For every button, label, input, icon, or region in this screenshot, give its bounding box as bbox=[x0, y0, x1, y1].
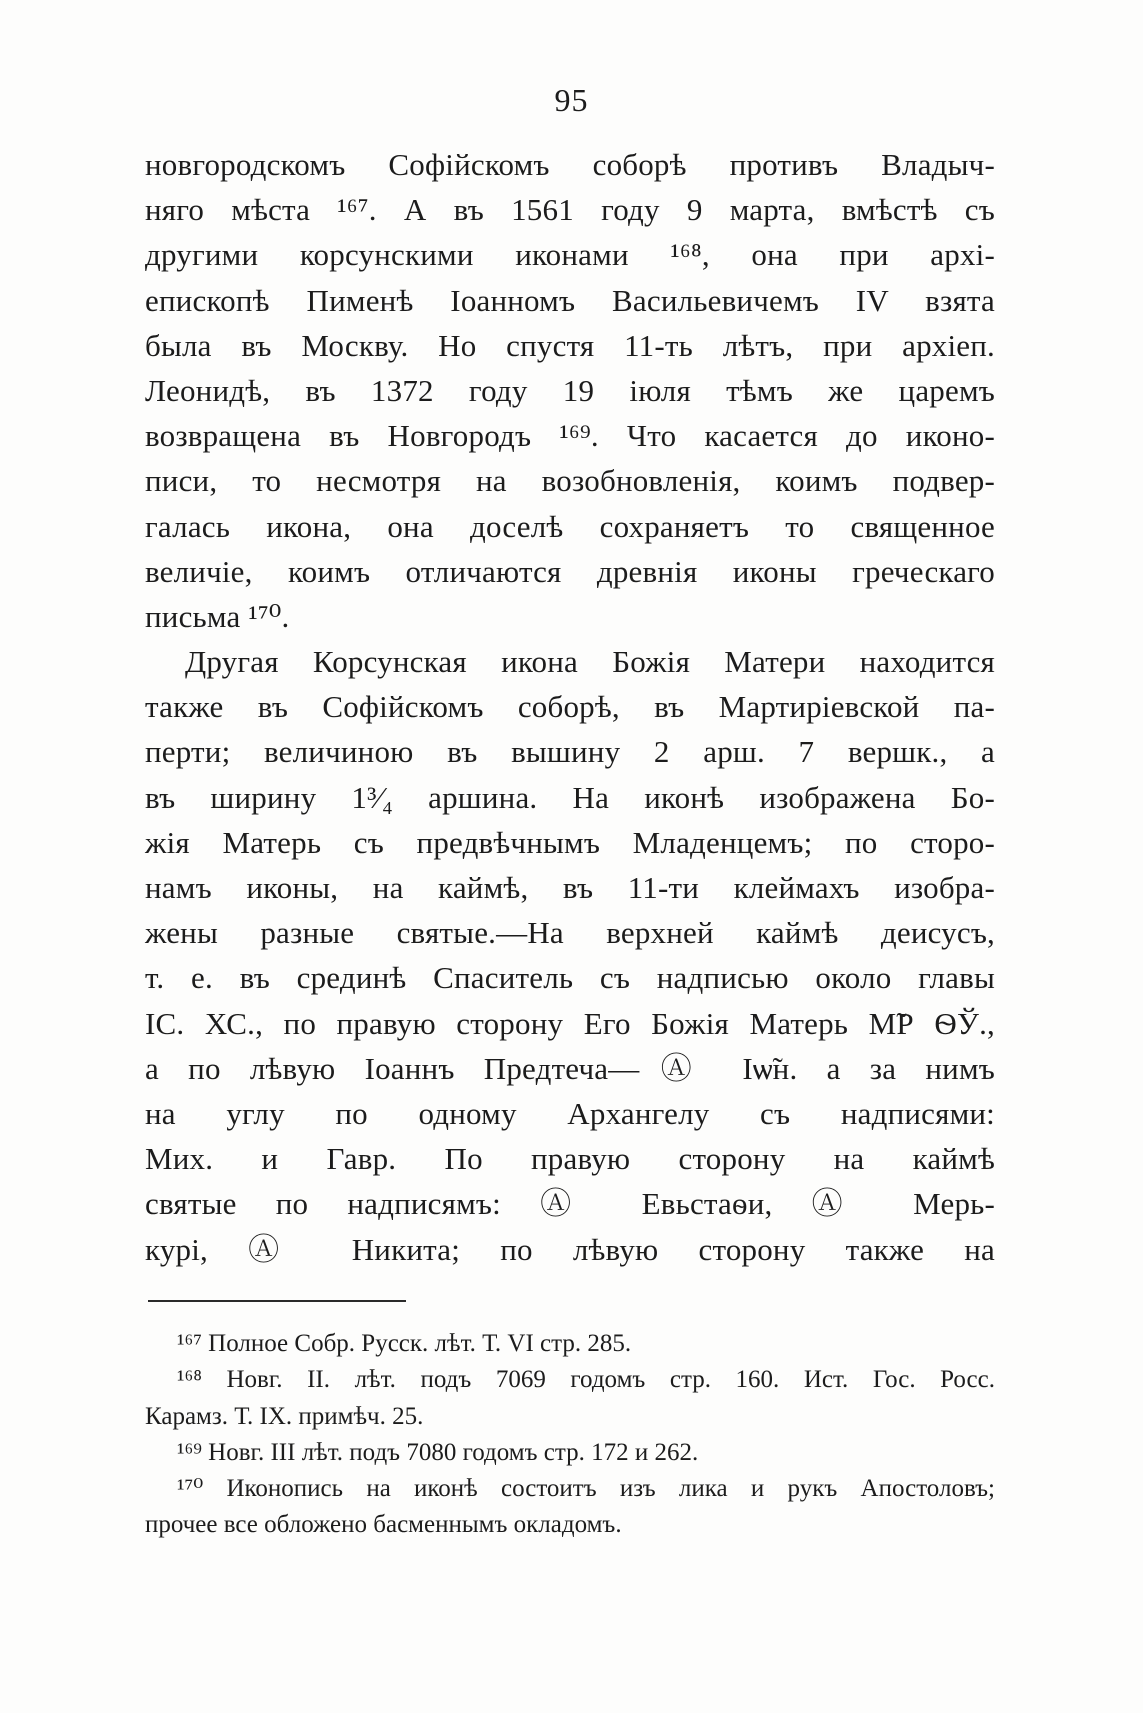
body-line: въ ширину 1³⁄₄ аршина. На иконѣ изображена Бо- bbox=[145, 779, 995, 815]
body-line: галась икона, она доселѣ сохраняетъ то священное bbox=[145, 508, 995, 544]
body-line: т. е. въ срединѣ Спаситель съ надписью около главы bbox=[145, 960, 995, 996]
body-line: Другая Корсунская икона Божія Матери находится bbox=[185, 644, 995, 680]
page-number: 95 bbox=[554, 82, 589, 118]
body-line: новгородскомъ Софійскомъ соборѣ противъ Владыч- bbox=[145, 147, 995, 182]
body-line: курі, Ⓐ Никита; по лѣвую сторону также на bbox=[145, 1231, 995, 1267]
body-line: няго мѣста ¹⁶⁷. А въ 1561 году 9 марта, вмѣстѣ съ bbox=[145, 192, 995, 228]
footnote-line: ¹⁶⁷ Полное Собр. Русск. лѣт. Т. VI стр. 285. bbox=[177, 1330, 632, 1357]
body-line: жія Матерь съ предвѣчнымъ Младенцемъ; по сторо- bbox=[145, 824, 995, 860]
body-line: ІС. ХС., по правую сторону Его Божія Матерь М̃Р ѲЎ., bbox=[145, 1005, 995, 1041]
body-line: Леонидѣ, въ 1372 году 19 іюля тѣмъ же царемъ bbox=[145, 372, 995, 408]
footnote-line: ¹⁶⁹ Новг. III лѣт. подъ 7080 годомъ стр. 172 и 262. bbox=[177, 1438, 699, 1466]
body-line: жены разные святые.—На верхней каймѣ деисусъ, bbox=[145, 915, 995, 951]
footnote-line: ¹⁶⁸ Новг. II. лѣт. подъ 7069 годомъ стр. 160. Ист. Гос. Росс. bbox=[177, 1366, 995, 1394]
footnotes bbox=[145, 1326, 995, 1544]
body-line: перти; величиною въ вышину 2 арш. 7 вершк., а bbox=[145, 734, 995, 770]
body-line: другими корсунскими иконами ¹⁶⁸, она при архі- bbox=[145, 237, 995, 273]
body-line: возвращена въ Новгородъ ¹⁶⁹. Что касается до иконо- bbox=[145, 418, 995, 454]
body-line: была въ Москву. Но спустя 11-ть лѣтъ, при архіеп. bbox=[145, 327, 995, 363]
footnote-line: ¹⁷⁰ Иконопись на иконѣ состоитъ изъ лика и рукъ Апостоловъ; bbox=[177, 1475, 995, 1503]
body-line: святые по надписямъ: Ⓐ Евьстаѳи, Ⓐ Мерь- bbox=[145, 1186, 995, 1222]
body-line: а по лѣвую Іоаннъ Предтеча—Ⓐ Іѡ̃н. а за нимъ bbox=[145, 1050, 995, 1086]
body-line: писи, то несмотря на возобновленія, коимъ подвер- bbox=[145, 463, 995, 499]
body-line: также въ Софійскомъ соборѣ, въ Мартиріевской па- bbox=[145, 689, 995, 725]
body-line: на углу по одному Архангелу съ надписями: bbox=[145, 1095, 995, 1131]
footnote-line: прочее все обложено басменнымъ окладомъ. bbox=[145, 1511, 622, 1539]
body-line: письма ¹⁷⁰. bbox=[145, 598, 290, 634]
body-text bbox=[145, 142, 995, 1272]
footnote-line: Карамз. Т. IX. примѣч. 25. bbox=[145, 1402, 424, 1430]
body-line: Мих. и Гавр. По правую сторону на каймѣ bbox=[145, 1141, 995, 1177]
footnote-divider bbox=[148, 1300, 406, 1302]
body-line: епископѣ Пименѣ Іоанномъ Васильевичемъ IV взята bbox=[145, 282, 995, 318]
body-line: величіе, коимъ отличаются древнія иконы греческаго bbox=[145, 553, 995, 589]
body-line: намъ иконы, на каймѣ, въ 11-ти клеймахъ изобра- bbox=[145, 870, 995, 905]
